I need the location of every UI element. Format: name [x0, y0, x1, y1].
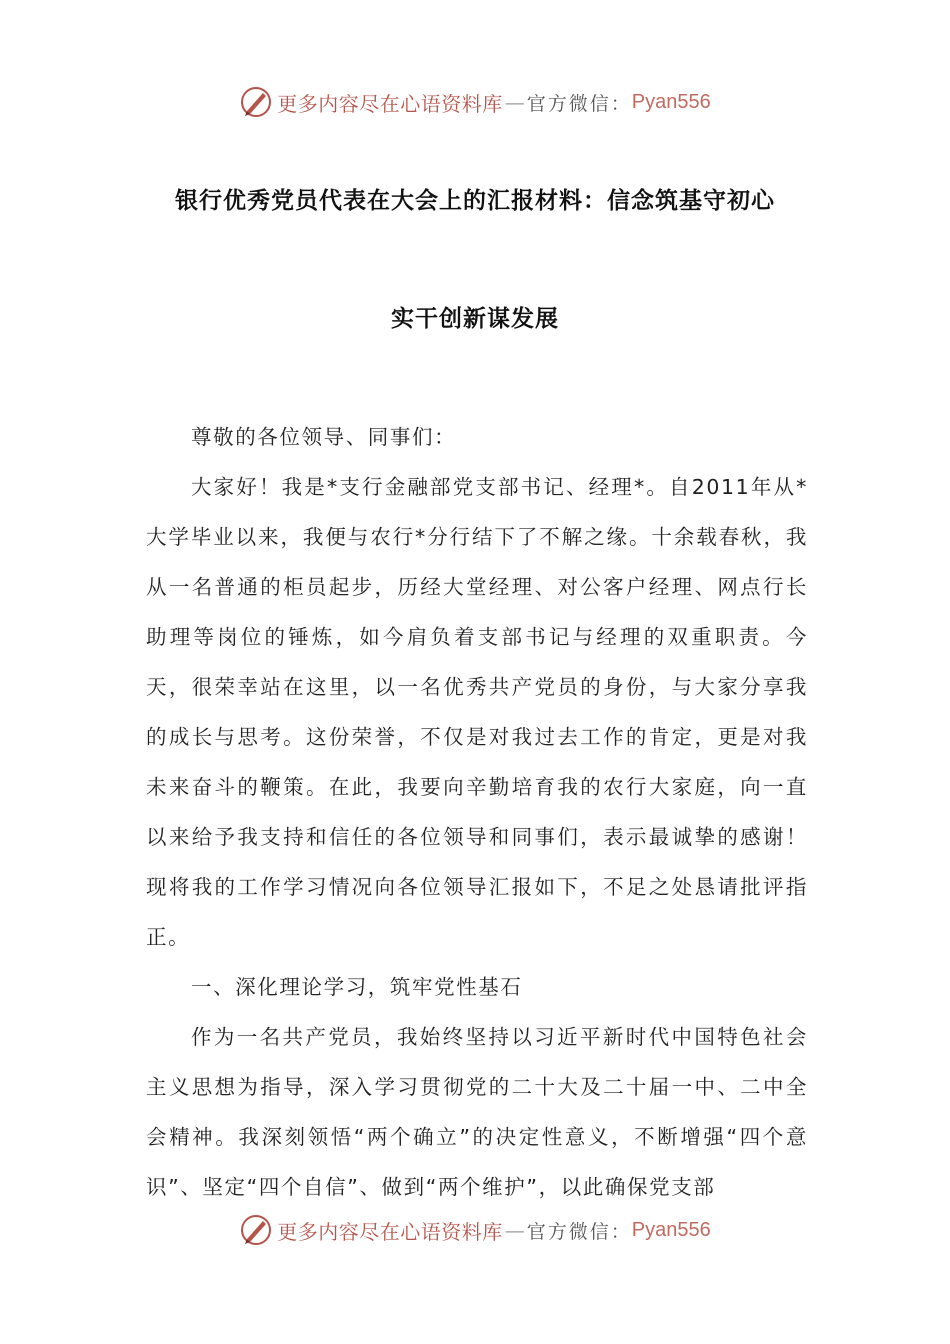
- document-title-line-2: 实干创新谋发展: [391, 306, 559, 332]
- watermark-brand: 更多内容尽在心语资料库: [277, 1219, 503, 1244]
- salutation-paragraph: 尊敬的各位领导、同事们：: [191, 425, 457, 449]
- watermark-wechat-id: Pyan556: [631, 1218, 711, 1241]
- watermark-banner-bottom: [0, 1210, 950, 1250]
- watermark-wechat-label: 官方微信：: [526, 92, 632, 115]
- pen-logo-icon: [239, 1213, 273, 1247]
- watermark-separator: —: [504, 1218, 525, 1242]
- watermark-wechat-label: 官方微信：: [526, 1220, 632, 1243]
- watermark-brand: 更多内容尽在心语资料库: [277, 91, 503, 116]
- pen-logo-icon: [239, 85, 273, 119]
- intro-paragraph: 大家好！我是*支行金融部党支部书记、经理*。自2011年从*大学毕业以来，我便与农行*分行结下了不解之缘。十余载春秋，我从一名普通的柜员起步，历经大堂经理、对公客户经理、网点行长助理等岗位的锤炼，如今肩负着支部书记与经理的双重职责。今天，很荣幸站在这里，以一名优秀共产党员的身份，与大家分享我的成长与思考。这份荣誉，不仅是对我过去工作的肯定，更是对我未来奋斗的鞭策。在此，我要向辛勤培育我的农行大家庭，向一直以来给予我支持和信任的各位领导和同事们，表示最诚挚的感谢！现将我的工作学习情况向各位领导汇报如下，不足之处恳请批评指正。: [146, 475, 808, 949]
- section-paragraph: 作为一名共产党员，我始终坚持以习近平新时代中国特色社会主义思想为指导，深入学习贯彻党的二十大及二十届一中、二中全会精神。我深刻领悟“两个确立”的决定性意义，不断增强“四个意识”、坚定“四个自信”、做到“两个维护”，以此确保党支部: [146, 1025, 808, 1199]
- document-body: [146, 412, 808, 1212]
- watermark-banner-top: [0, 82, 950, 122]
- document-title-line-1: 银行优秀党员代表在大会上的汇报材料：信念筑基守初心: [175, 188, 775, 214]
- section-heading: 一、深化理论学习，筑牢党性基石: [191, 975, 523, 999]
- watermark-wechat-id: Pyan556: [631, 90, 711, 113]
- watermark-separator: —: [504, 90, 525, 114]
